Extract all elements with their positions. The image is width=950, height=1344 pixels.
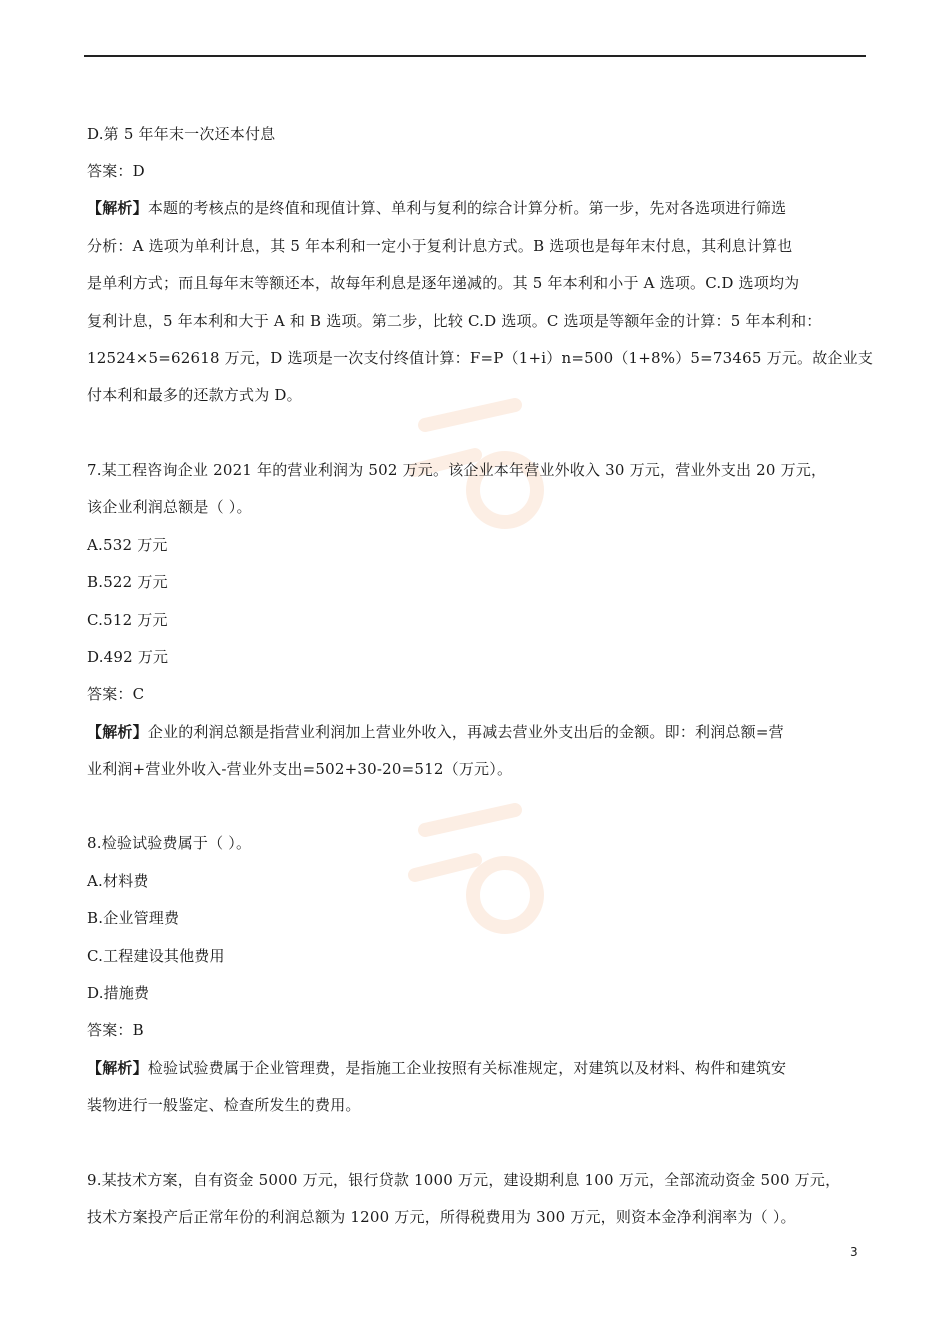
- q9-stem-line-2: 技术方案投产后正常年份的利润总额为 1200 万元，所得税费用为 300 万元，则资本金净利润率为（ ）。: [87, 1208, 796, 1226]
- q6-analysis-line-5: 12524×5=62618 万元，D 选项是一次支付终值计算：F=P（1+i）n=500（1+8%）5=73465 万元。故企业支: [87, 349, 874, 367]
- q6-answer: 答案：D: [87, 162, 145, 180]
- q8-analysis-line-2: 装物进行一般鉴定、检查所发生的费用。: [87, 1096, 361, 1114]
- q6-analysis-line-1: 【解析】本题的考核点的是终值和现值计算、单利与复利的综合计算分析。第一步，先对各选项进行筛选: [87, 199, 787, 217]
- q8-answer: 答案：B: [87, 1021, 144, 1039]
- q7-option-c: C.512 万元: [87, 611, 168, 629]
- analysis-tag: 【解析】: [87, 1059, 148, 1077]
- q6-analysis-line-4: 复利计息，5 年本利和大于 A 和 B 选项。第二步，比较 C.D 选项。C 选项是等额年金的计算：5 年本利和：: [87, 312, 822, 330]
- q6-option-d: D.第 5 年年末一次还本付息: [87, 125, 276, 143]
- header-rule: [84, 55, 866, 57]
- q7-answer: 答案：C: [87, 685, 145, 703]
- q9-stem-line-1: 9.某技术方案，自有资金 5000 万元，银行贷款 1000 万元，建设期利息 100 万元，全部流动资金 500 万元，: [87, 1171, 841, 1189]
- q8-analysis-line-1: 【解析】检验试验费属于企业管理费，是指施工企业按照有关标准规定，对建筑以及材料、构件和建筑安: [87, 1059, 787, 1077]
- q7-analysis-line-2: 业利润+营业外收入-营业外支出=502+30-20=512（万元）。: [87, 760, 513, 778]
- q7-option-b: B.522 万元: [87, 573, 168, 591]
- q6-analysis-line-3: 是单利方式；而且每年末等额还本，故每年利息是逐年递减的。其 5 年本利和小于 A 选项。C.D 选项均为: [87, 274, 800, 292]
- q6-analysis-line-6: 付本利和最多的还款方式为 D。: [87, 386, 302, 404]
- q8-stem: 8.检验试验费属于（ ）。: [87, 834, 252, 852]
- q8-option-a: A.材料费: [87, 872, 149, 890]
- q8-option-b: B.企业管理费: [87, 909, 180, 927]
- q6-analysis-line-2: 分析：A 选项为单利计息，其 5 年本利和一定小于复利计息方式。B 选项也是每年末付息，其利息计算也: [87, 237, 793, 255]
- q7-stem-line-2: 该企业利润总额是（ ）。: [87, 498, 252, 516]
- q8-option-d: D.措施费: [87, 984, 150, 1002]
- analysis-tag: 【解析】: [87, 199, 148, 217]
- q7-option-a: A.532 万元: [87, 536, 168, 554]
- page-number: 3: [850, 1245, 858, 1259]
- watermark-logo-icon: [405, 800, 555, 940]
- q7-analysis-line-1: 【解析】企业的利润总额是指营业利润加上营业外收入，再减去营业外支出后的金额。即：利润总额=营: [87, 723, 784, 741]
- analysis-tag: 【解析】: [87, 723, 148, 741]
- q8-option-c: C.工程建设其他费用: [87, 947, 225, 965]
- q7-option-d: D.492 万元: [87, 648, 169, 666]
- q7-stem-line-1: 7.某工程咨询企业 2021 年的营业利润为 502 万元。该企业本年营业外收入 30 万元，营业外支出 20 万元，: [87, 461, 827, 479]
